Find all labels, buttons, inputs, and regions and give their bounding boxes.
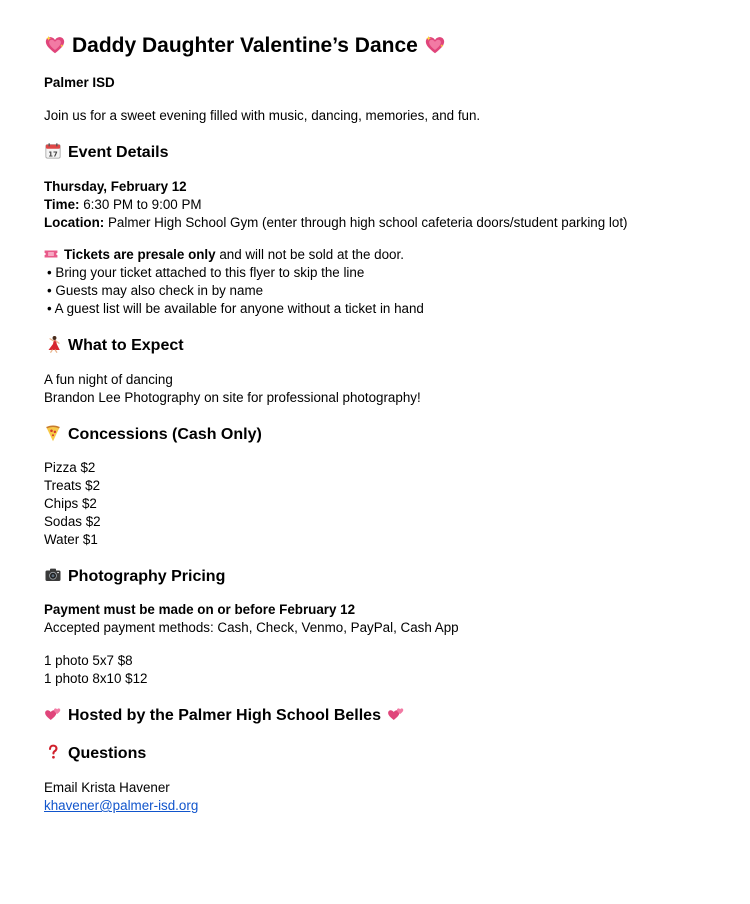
questions-email-link[interactable]	[44, 797, 198, 815]
event-location	[44, 214, 720, 232]
calendar-icon	[44, 142, 62, 160]
svg-text:17: 17	[48, 150, 58, 159]
title-text: Daddy Daughter Valentine’s Dance	[72, 34, 418, 57]
event-time-value: 6:30 PM to 9:00 PM	[79, 197, 202, 212]
photography-methods: Accepted payment methods: Cash, Check, Venmo, PayPal, Cash App	[44, 620, 459, 635]
ticket-bullet-1: • Bring your ticket attached to this flyer to skip the line	[47, 265, 365, 280]
two-hearts-icon	[387, 705, 405, 723]
concessions-heading-text: Concessions (Cash Only)	[68, 426, 262, 443]
sparkling-heart-icon	[44, 34, 66, 56]
pizza-icon	[44, 424, 62, 442]
expect-heading	[44, 335, 720, 356]
concession-item: Pizza $2	[44, 460, 96, 475]
concession-item: Chips $2	[44, 496, 97, 511]
concession-item: Water $1	[44, 532, 98, 547]
ticket-bullet-3: • A guest list will be available for anyone without a ticket in hand	[47, 301, 424, 316]
document-title	[44, 33, 720, 59]
photography-deadline: Payment must be made on or before February 12	[44, 602, 356, 617]
concessions-heading	[44, 424, 720, 445]
question-mark-icon	[44, 743, 62, 761]
camera-icon	[44, 566, 62, 584]
photography-heading	[44, 566, 720, 587]
photography-heading-text: Photography Pricing	[68, 568, 226, 585]
tickets-notice	[44, 246, 720, 264]
questions-heading-text: Questions	[68, 745, 147, 762]
event-details-heading-text: Event Details	[68, 144, 169, 161]
expect-line-1: A fun night of dancing	[44, 372, 173, 387]
concession-item: Sodas $2	[44, 514, 101, 529]
expect-heading-text: What to Expect	[68, 337, 184, 354]
event-location-label: Location:	[44, 215, 105, 230]
photo-price: 1 photo 8x10 $12	[44, 671, 148, 686]
questions-heading	[44, 743, 720, 764]
hosted-by-heading	[44, 705, 720, 726]
tickets-presale-rest: and will not be sold at the door.	[215, 247, 404, 262]
ticket-bullet-2: • Guests may also check in by name	[47, 283, 264, 298]
expect-line-2: Brandon Lee Photography on site for professional photography!	[44, 390, 421, 405]
hosted-by-text: Hosted by the Palmer High School Belles	[68, 707, 381, 724]
sparkling-heart-icon	[424, 34, 446, 56]
intro-text: Join us for a sweet evening filled with music, dancing, memories, and fun.	[44, 108, 481, 123]
event-date: Thursday, February 12	[44, 179, 187, 194]
event-details-heading	[44, 142, 720, 163]
two-hearts-icon	[44, 705, 62, 723]
questions-contact: Email Krista Havener	[44, 780, 170, 795]
photo-price: 1 photo 5x7 $8	[44, 653, 133, 668]
tickets-presale-bold: Tickets are presale only	[64, 247, 216, 262]
event-location-value: Palmer High School Gym (enter through high school cafeteria doors/student parking lot)	[104, 215, 628, 230]
email-link-text[interactable]: khavener@palmer-isd.org	[44, 798, 199, 813]
concession-item: Treats $2	[44, 478, 101, 493]
ticket-icon	[44, 247, 58, 261]
event-time-label: Time:	[44, 197, 80, 212]
event-time	[44, 196, 720, 214]
dancer-icon	[44, 335, 62, 353]
organization-name: Palmer ISD	[44, 75, 115, 90]
